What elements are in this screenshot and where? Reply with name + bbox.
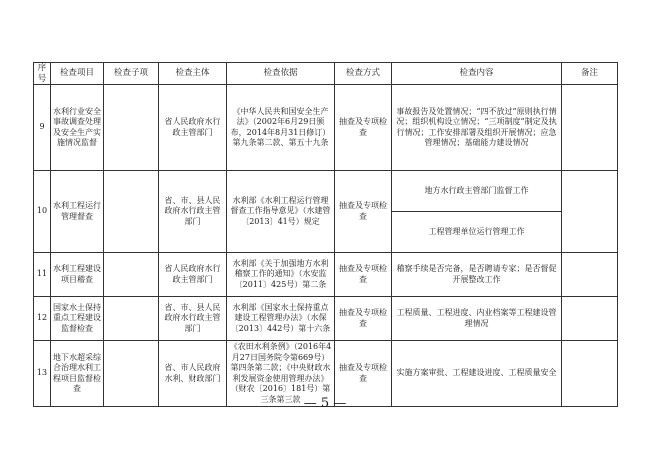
cell-content: 工程质量、工程进度、内业档案等工程建设管理情况 bbox=[392, 297, 562, 341]
cell-method: 抽查及专项检查 bbox=[335, 341, 392, 407]
cell-content: 事故报告及处置情况；“四不放过”原则执行情况；组织机构设立情况；“三项制度”制定及执行情况；工作安排部署及组织开展情况；应急管理情况；基础能力建设情况 bbox=[392, 85, 562, 171]
table-row bbox=[34, 297, 618, 341]
header-row bbox=[34, 63, 618, 85]
cell-content: 实施方案审批、工程建设进度、工程质量安全 bbox=[392, 341, 562, 407]
cell-basis: 水利部《国家水土保持重点建设工程管理办法》（水保〔2013〕442号）第十六条 bbox=[227, 297, 335, 341]
cell-seq: 13 bbox=[34, 341, 51, 407]
cell-subitem bbox=[104, 85, 159, 171]
header-subitem: 检查子项 bbox=[104, 63, 159, 85]
cell-item: 水利工程建设项目稽查 bbox=[51, 253, 104, 297]
cell-subject: 省、市、县人民政府水行政主管部门 bbox=[159, 171, 227, 253]
header-basis: 检查依据 bbox=[227, 63, 335, 85]
cell-basis: 水利部《水利工程运行管理督查工作指导意见》（水建管〔2013〕41号）规定 bbox=[227, 171, 335, 253]
cell-remark bbox=[562, 297, 618, 341]
cell-content: 工程管理单位运行管理工作 bbox=[392, 212, 562, 253]
header-remark: 备注 bbox=[562, 63, 618, 85]
cell-subject: 省、市、县人民政府水行政主管部门 bbox=[159, 297, 227, 341]
table-row bbox=[34, 253, 618, 297]
cell-remark bbox=[562, 253, 618, 297]
header-method: 检查方式 bbox=[335, 63, 392, 85]
cell-item: 水利行业安全事故调查处理及安全生产实施情况监督 bbox=[51, 85, 104, 171]
cell-item: 地下水超采综合治理水利工程项目监督检查 bbox=[51, 341, 104, 407]
cell-item: 国家水土保持重点工程建设监督检查 bbox=[51, 297, 104, 341]
cell-item: 水利工程运行管理督查 bbox=[51, 171, 104, 253]
cell-remark bbox=[562, 85, 618, 171]
cell-subitem bbox=[104, 171, 159, 253]
cell-method: 抽查及专项检查 bbox=[335, 171, 392, 253]
cell-basis: 《农田水利条例》（2016年4月27日国务院令第669号）第四条第二款；《中央财政水利发展资金使用管理办法》（财农〔2016〕181号）第三条第三款 bbox=[227, 341, 335, 407]
cell-basis: 水利部《关于加强地方水利稽察工作的通知》（水安监〔2011〕425号）第二条 bbox=[227, 253, 335, 297]
cell-subitem bbox=[104, 297, 159, 341]
header-content: 检查内容 bbox=[392, 63, 562, 85]
header-seq: 序号 bbox=[34, 63, 51, 85]
header-subject: 检查主体 bbox=[159, 63, 227, 85]
cell-method: 抽查及专项检查 bbox=[335, 297, 392, 341]
cell-seq: 10 bbox=[34, 171, 51, 253]
cell-subject: 省人民政府水行政主管部门 bbox=[159, 253, 227, 297]
inspection-table bbox=[33, 62, 618, 407]
cell-subitem bbox=[104, 253, 159, 297]
cell-seq: 9 bbox=[34, 85, 51, 171]
cell-remark bbox=[562, 171, 618, 253]
cell-content: 地方水行政主管部门监督工作 bbox=[392, 171, 562, 212]
cell-seq: 11 bbox=[34, 253, 51, 297]
table-row bbox=[34, 85, 618, 171]
table-row bbox=[34, 171, 618, 212]
cell-method: 抽查及专项检查 bbox=[335, 85, 392, 171]
cell-content: 稽察手续是否完备，是否聘请专家；是否督促开展整改工作 bbox=[392, 253, 562, 297]
cell-subject: 省、市人民政府水利、财政部门 bbox=[159, 341, 227, 407]
page-number: — 5 — bbox=[303, 396, 347, 411]
cell-basis: 《中华人民共和国安全生产法》（2002年6月29日颁布，2014年8月31日修订）第九条第二款、第五十九条 bbox=[227, 85, 335, 171]
header-item: 检查项目 bbox=[51, 63, 104, 85]
cell-method: 抽查及专项检查 bbox=[335, 253, 392, 297]
cell-seq: 12 bbox=[34, 297, 51, 341]
cell-subject: 省人民政府水行政主管部门 bbox=[159, 85, 227, 171]
